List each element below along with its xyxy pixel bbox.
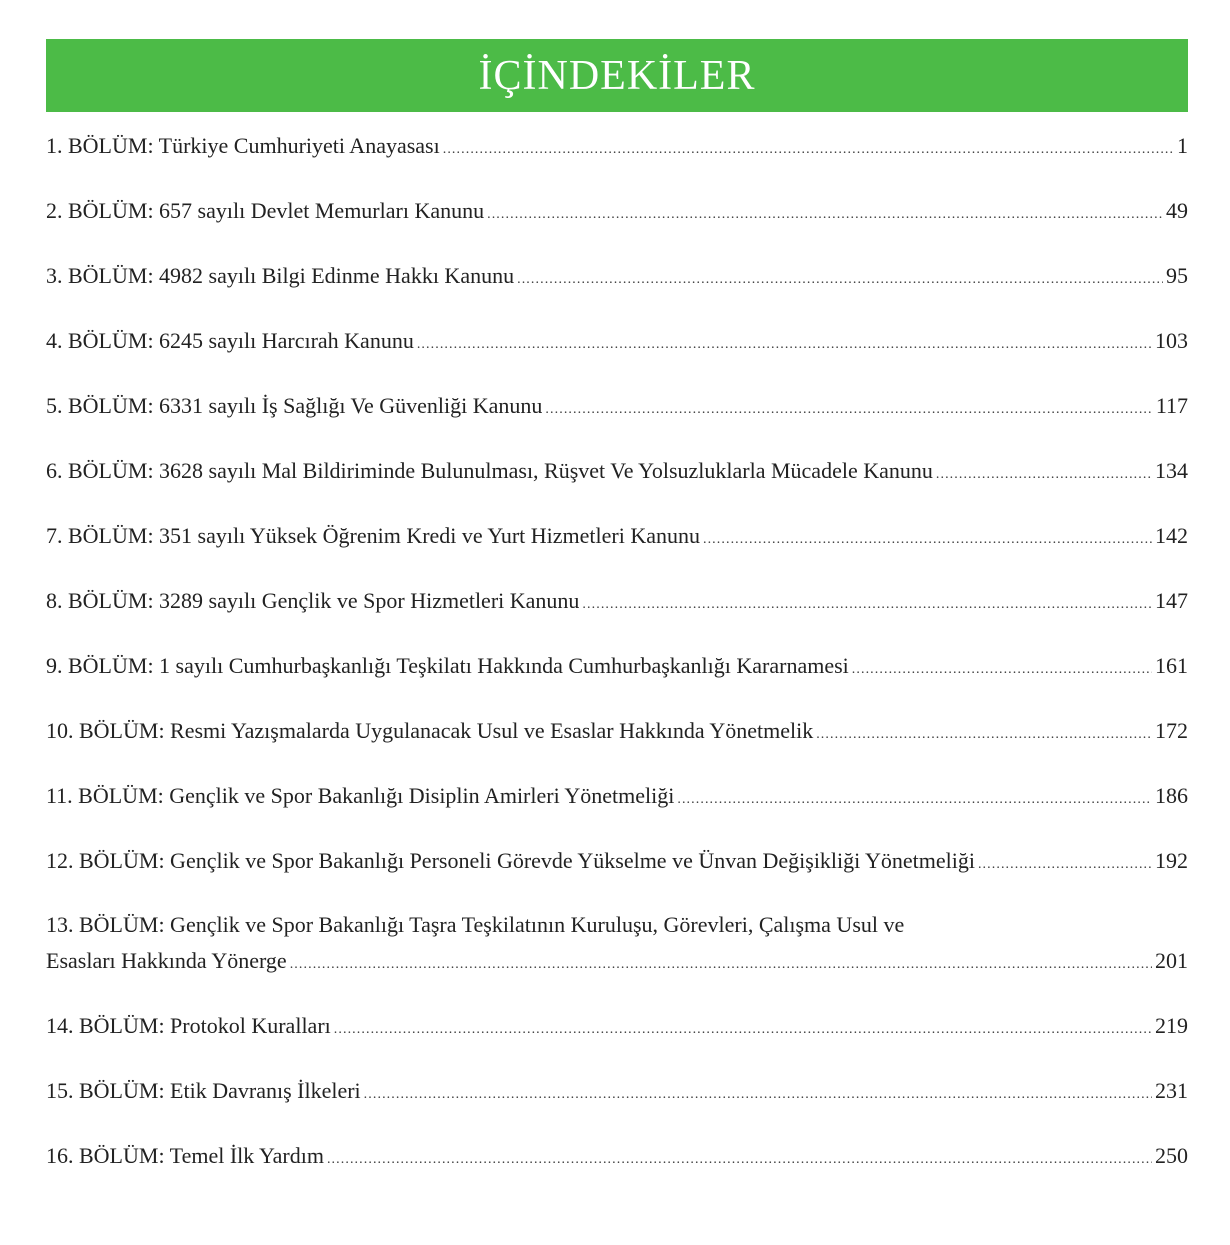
toc-entry-page: 49 — [1166, 198, 1188, 223]
toc-entry-12[interactable] — [46, 843, 1188, 883]
toc-entry-page: 117 — [1155, 393, 1188, 418]
dot-leader — [417, 323, 1152, 363]
toc-entry-title: 11. BÖLÜM: Gençlik ve Spor Bakanlığı Disiplin Amirleri Yönetmeliği — [46, 783, 675, 808]
toc-entry-title: 9. BÖLÜM: 1 sayılı Cumhurbaşkanlığı Teşkilatı Hakkında Cumhurbaşkanlığı Kararnamesi — [46, 653, 849, 678]
toc-entry-page: 231 — [1155, 1078, 1188, 1103]
toc-entry-page: 172 — [1155, 718, 1188, 743]
toc-entry-16[interactable] — [46, 1138, 1188, 1178]
toc-entry-title: 6. BÖLÜM: 3628 sayılı Mal Bildiriminde Bulunulması, Rüşvet Ve Yolsuzluklarla Mücadele Kanunu — [46, 458, 933, 483]
toc-entry-9[interactable] — [46, 648, 1188, 688]
dot-leader — [582, 583, 1152, 623]
toc-entry-8[interactable] — [46, 583, 1188, 623]
toc-entry-title: 15. BÖLÜM: Etik Davranış İlkeleri — [46, 1078, 361, 1103]
toc-entry-3[interactable] — [46, 258, 1188, 298]
toc-entry-title: 5. BÖLÜM: 6331 sayılı İş Sağlığı Ve Güvenliği Kanunu — [46, 393, 543, 418]
dot-leader — [517, 258, 1163, 298]
toc-entry-15[interactable] — [46, 1073, 1188, 1113]
toc-entry-title-line1: 13. BÖLÜM: Gençlik ve Spor Bakanlığı Taşra Teşkilatının Kuruluşu, Görevleri, Çalışma Usul ve — [46, 912, 905, 937]
toc-entry-page: 186 — [1155, 783, 1188, 808]
toc-entry-11[interactable] — [46, 778, 1188, 818]
page-title: İÇİNDEKİLER — [478, 52, 756, 99]
toc-entry-7[interactable] — [46, 518, 1188, 558]
toc-entry-2[interactable] — [46, 193, 1188, 233]
dot-leader — [364, 1073, 1152, 1113]
toc-entry-page: 103 — [1155, 328, 1188, 353]
toc-entry-page: 147 — [1155, 588, 1188, 613]
toc-entry-title: 8. BÖLÜM: 3289 sayılı Gençlik ve Spor Hizmetleri Kanunu — [46, 588, 580, 613]
dot-leader — [936, 453, 1152, 493]
toc-entry-page: 1 — [1177, 133, 1188, 158]
dot-leader — [334, 1008, 1152, 1048]
toc-entry-page: 95 — [1166, 263, 1188, 288]
toc-entry-page: 219 — [1155, 1013, 1188, 1038]
toc-entry-title: 2. BÖLÜM: 657 sayılı Devlet Memurları Kanunu — [46, 198, 485, 223]
dot-leader — [487, 193, 1163, 233]
toc-entry-5[interactable] — [46, 388, 1188, 428]
toc-entry-page: 161 — [1155, 653, 1188, 678]
toc-entry-title: 12. BÖLÜM: Gençlik ve Spor Bakanlığı Personeli Görevde Yükselme ve Ünvan Değişikliği Yönetmeliği — [46, 848, 975, 873]
toc-entry-title: 14. BÖLÜM: Protokol Kuralları — [46, 1013, 331, 1038]
toc-entry-title: 1. BÖLÜM: Türkiye Cumhuriyeti Anayasası — [46, 133, 440, 158]
toc-header — [46, 39, 1188, 112]
toc-entry-page: 142 — [1155, 523, 1188, 548]
toc-entry-4[interactable] — [46, 323, 1188, 363]
dot-leader — [290, 943, 1152, 983]
toc-entry-title: 4. BÖLÜM: 6245 sayılı Harcırah Kanunu — [46, 328, 414, 353]
toc-entry-title: 3. BÖLÜM: 4982 sayılı Bilgi Edinme Hakkı Kanunu — [46, 263, 515, 288]
toc-entry-page: 201 — [1155, 948, 1188, 973]
toc-entry-10[interactable] — [46, 713, 1188, 753]
toc-entry-6[interactable] — [46, 453, 1188, 493]
toc-entry-page: 134 — [1155, 458, 1188, 483]
toc-entry-title: Esasları Hakkında Yönerge — [46, 948, 287, 973]
dot-leader — [327, 1138, 1152, 1178]
dot-leader — [703, 518, 1152, 558]
dot-leader — [443, 128, 1174, 168]
toc-entry-13[interactable] — [46, 907, 1188, 983]
toc-entry-14[interactable] — [46, 1008, 1188, 1048]
toc-entry-1[interactable] — [46, 128, 1188, 168]
dot-leader — [852, 648, 1152, 688]
toc-entry-title: 10. BÖLÜM: Resmi Yazışmalarda Uygulanacak Usul ve Esaslar Hakkında Yönetmelik — [46, 718, 814, 743]
toc-entry-page: 192 — [1155, 848, 1188, 873]
dot-leader — [816, 713, 1152, 753]
toc-entry-title: 7. BÖLÜM: 351 sayılı Yüksek Öğrenim Kredi ve Yurt Hizmetleri Kanunu — [46, 523, 700, 548]
toc-entry-title: 16. BÖLÜM: Temel İlk Yardım — [46, 1143, 324, 1168]
dot-leader — [978, 843, 1152, 883]
dot-leader — [545, 388, 1152, 428]
toc-entry-page: 250 — [1155, 1143, 1188, 1168]
dot-leader — [677, 778, 1152, 818]
